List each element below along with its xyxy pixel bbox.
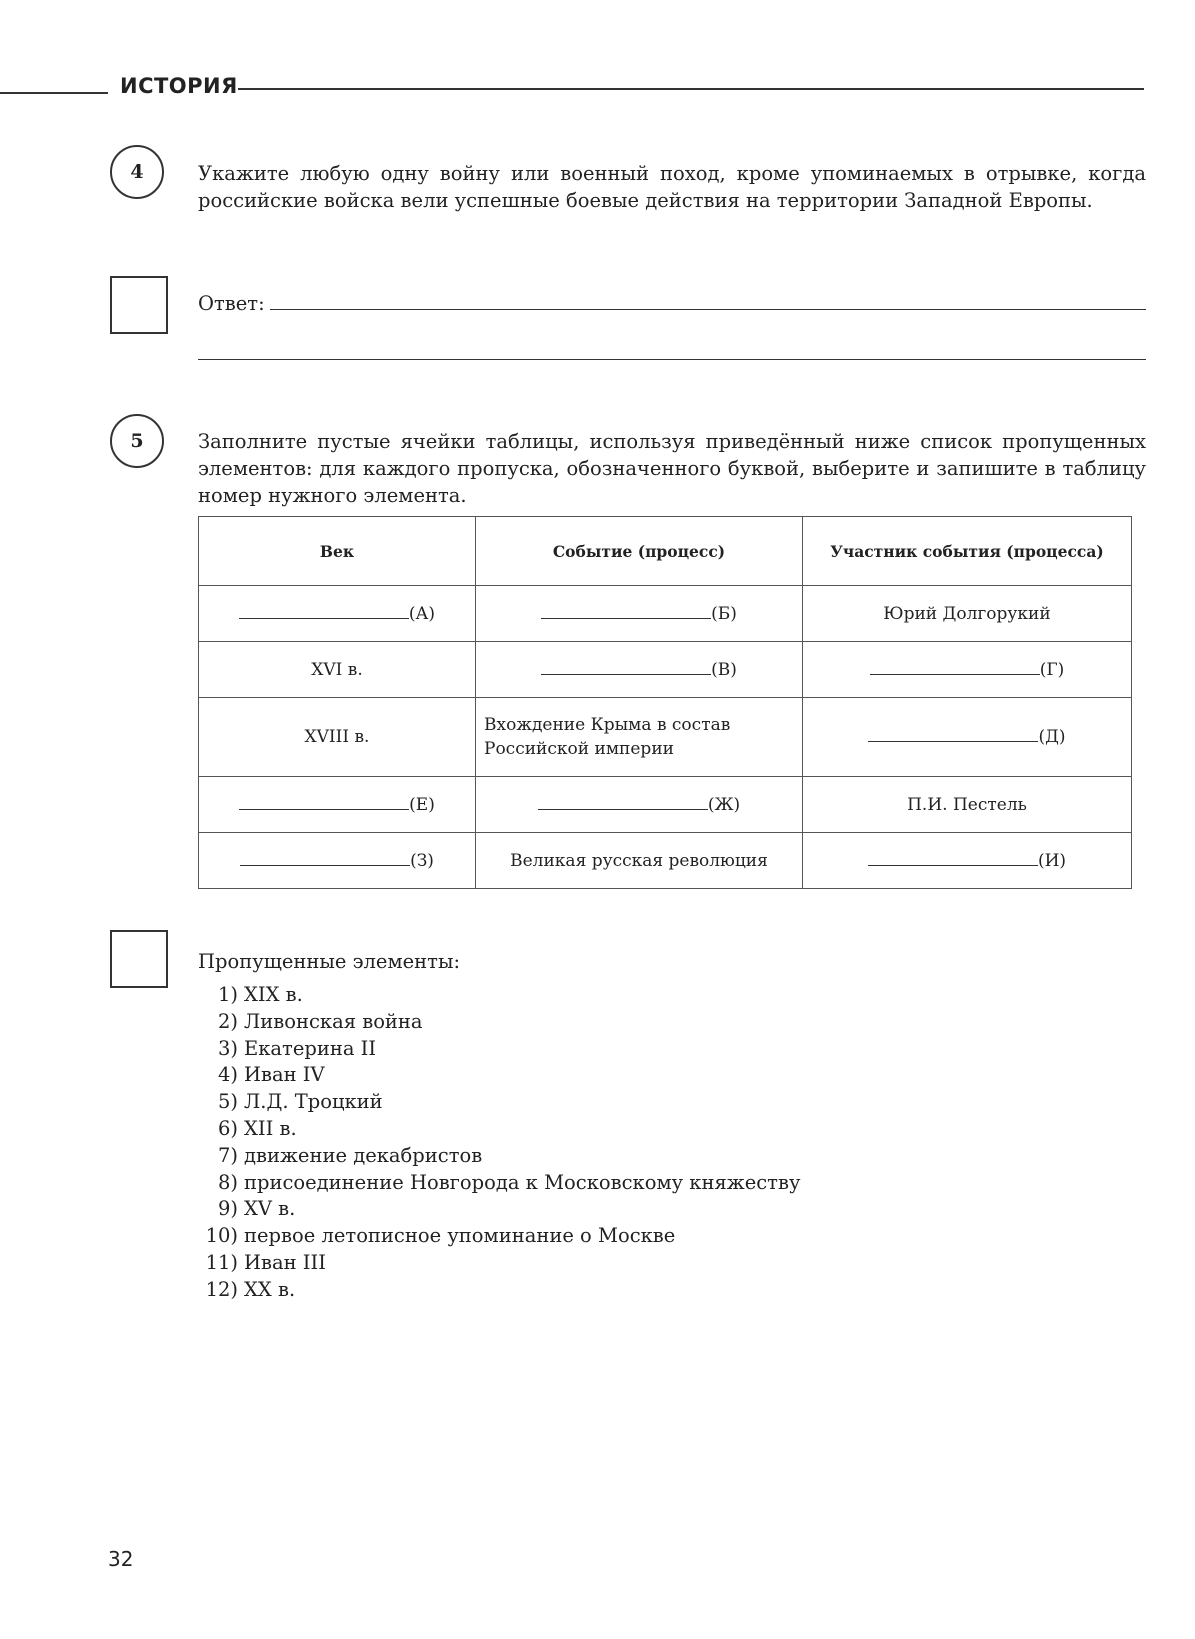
cell-blank-i[interactable]: (И) [803, 833, 1132, 889]
events-table [198, 516, 1132, 889]
list-item: 4) Иван IV [217, 1063, 325, 1087]
col-header-participant: Участник события (процесса) [803, 517, 1132, 586]
header-rule-right [238, 88, 1144, 90]
cell-blank-b[interactable]: (Б) [476, 586, 803, 642]
task4-text: Укажите любую одну войну или военный поход, кроме упоминаемых в отрывке, когда российские войска вели успешные боевые действия на территории Западной Европы. [198, 162, 1146, 212]
list-item: 9) XV в. [217, 1197, 296, 1221]
list-item: 7) движение декабристов [217, 1143, 483, 1167]
col-header-century: Век [199, 517, 476, 586]
task-number-5: 5 [110, 414, 164, 468]
list-item: 12) XX в. [205, 1277, 296, 1301]
table-row [199, 642, 1132, 698]
col-header-event: Событие (процесс) [476, 517, 803, 586]
cell-blank-e[interactable]: (Е) [199, 777, 476, 833]
cell-blank-v[interactable]: (В) [476, 642, 803, 698]
list-item: 10) первое летописное упоминание о Москве [205, 1224, 676, 1248]
list-item: 3) Екатерина II [217, 1036, 377, 1060]
list-item: 2) Ливонская война [217, 1009, 423, 1033]
answer-label: Ответ: [198, 292, 265, 315]
table-cell: П.И. Пестель [803, 777, 1132, 833]
table-row [199, 586, 1132, 642]
list-item: 8) присоединение Новгорода к Московскому княжеству [217, 1170, 801, 1194]
task4-score-box[interactable] [110, 276, 168, 334]
table-cell: Вхождение Крыма в состав Российской империи [476, 698, 803, 777]
page-number: 32 [108, 1547, 134, 1571]
table-cell: XVIII в. [199, 698, 476, 777]
table-row [199, 833, 1132, 889]
answer-line-2[interactable] [198, 359, 1146, 360]
list-item: 5) Л.Д. Троцкий [217, 1090, 383, 1114]
cell-blank-a[interactable]: (А) [199, 586, 476, 642]
task5-score-box[interactable] [110, 930, 168, 988]
table-row [199, 777, 1132, 833]
section-title: ИСТОРИЯ [120, 74, 238, 98]
table-cell: XVI в. [199, 642, 476, 698]
header-rule-left [0, 92, 108, 94]
missing-elements-list [198, 982, 800, 1304]
table-row [199, 698, 1132, 777]
table-cell: Юрий Долгорукий [803, 586, 1132, 642]
cell-blank-z[interactable]: (З) [199, 833, 476, 889]
table-header-row [199, 517, 1132, 586]
list-item: 11) Иван III [205, 1250, 326, 1274]
missing-elements-title: Пропущенные элементы: [198, 950, 461, 973]
list-item: 1) XIX в. [217, 983, 303, 1006]
cell-blank-zh[interactable]: (Ж) [476, 777, 803, 833]
answer-line-1[interactable] [270, 309, 1146, 310]
cell-blank-g[interactable]: (Г) [803, 642, 1132, 698]
cell-blank-d[interactable]: (Д) [803, 698, 1132, 777]
list-item: 6) XII в. [217, 1116, 297, 1140]
table-cell: Великая русская революция [476, 833, 803, 889]
task5-text: Заполните пустые ячейки таблицы, используя приведённый ниже список пропущенных элементов: для каждого пропуска, обозначенного буквой, выберите и запишите в таблицу номер нужного элемента. [198, 430, 1146, 507]
task-number-4: 4 [110, 145, 164, 199]
